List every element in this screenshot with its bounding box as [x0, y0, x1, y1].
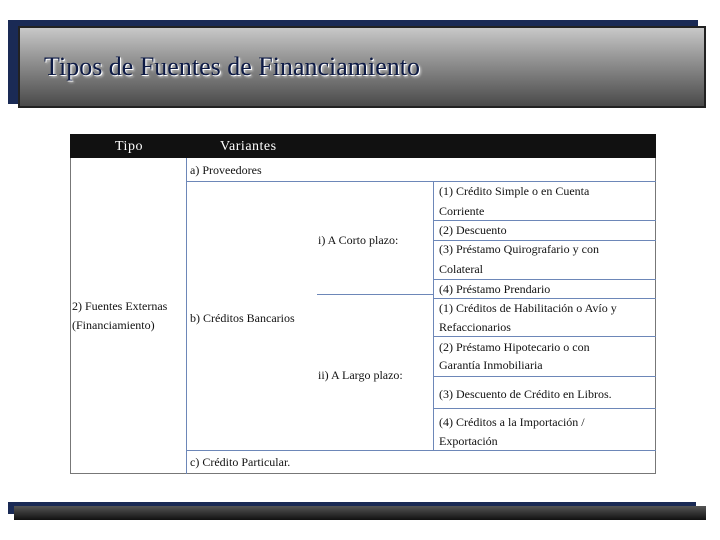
corto-item-3-cont: Colateral: [439, 262, 483, 276]
header-tipo: Tipo: [115, 139, 143, 154]
divider-plazo-col: [433, 182, 434, 450]
corto-item-3: (3) Préstamo Quirografario y con: [439, 242, 599, 256]
creditos-bancarios-label: b) Créditos Bancarios: [190, 311, 295, 325]
divider-particular: [186, 450, 656, 451]
corto-item-2: (2) Descuento: [439, 223, 507, 237]
corto-item-1-cont: Corriente: [439, 204, 485, 218]
largo-item-3: (3) Descuento de Crédito en Libros.: [439, 387, 612, 401]
fuentes-externas-sub: (Financiamiento): [72, 318, 155, 332]
largo-item-1-cont: Refaccionarios: [439, 320, 511, 334]
divider-item-6: [433, 376, 656, 377]
largo-item-2-cont: Garantía Inmobiliaria: [439, 358, 543, 372]
fuentes-externas-label: 2) Fuentes Externas: [72, 299, 168, 313]
page-title: Tipos de Fuentes de Financiamiento: [44, 52, 421, 81]
credito-particular-label: c) Crédito Particular.: [190, 455, 291, 469]
corto-item-4: (4) Préstamo Prendario: [439, 282, 551, 296]
table-header-row: [70, 134, 656, 158]
header-variantes: Variantes: [220, 139, 277, 154]
largo-item-1: (1) Créditos de Habilitación o Avío y: [439, 301, 617, 315]
bottom-bar: [14, 506, 706, 520]
corto-item-1: (1) Crédito Simple o en Cuenta: [439, 184, 590, 198]
proveedores-label: a) Proveedores: [190, 163, 262, 177]
divider-item-7: [433, 408, 656, 409]
divider-tipo-col: [186, 158, 187, 474]
divider-corto-largo: [317, 294, 433, 295]
largo-plazo-label: ii) A Largo plazo:: [318, 368, 403, 382]
largo-item-4-cont: Exportación: [439, 434, 498, 448]
largo-item-4: (4) Créditos a la Importación /: [439, 415, 585, 429]
corto-plazo-label: i) A Corto plazo:: [318, 233, 399, 247]
largo-item-2: (2) Préstamo Hipotecario o con: [439, 340, 590, 354]
